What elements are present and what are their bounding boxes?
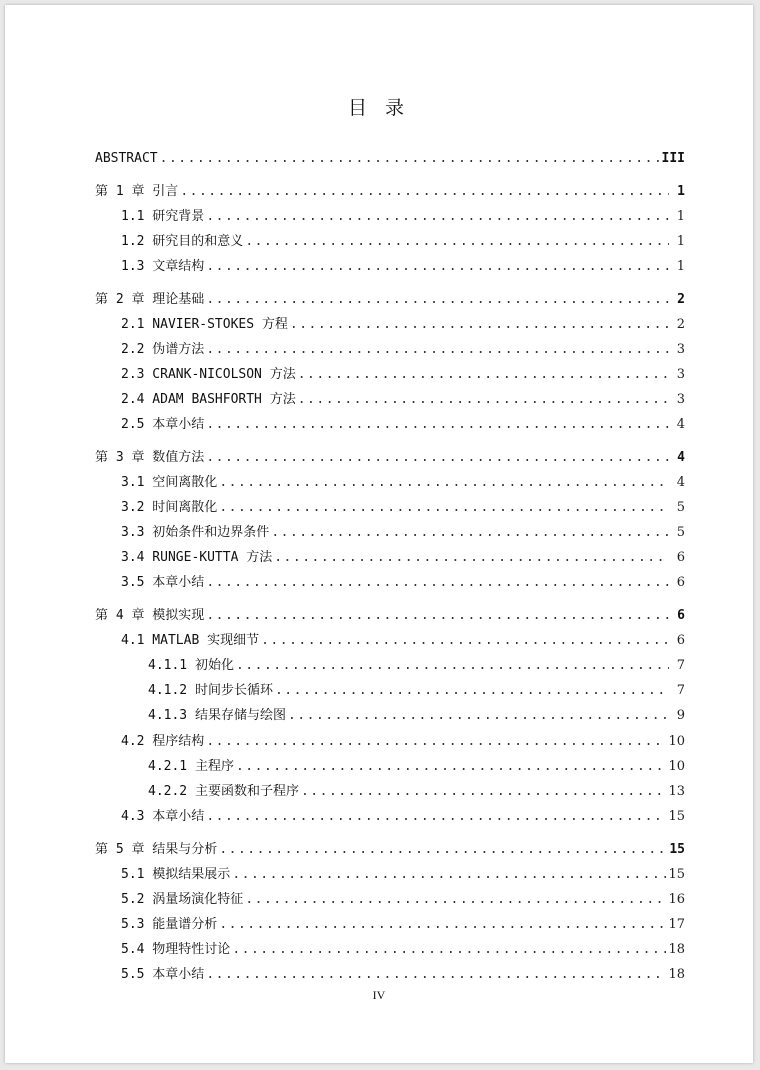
toc-page-number: 9 <box>676 708 685 723</box>
toc-entry-label: 5.1 模拟结果展示 <box>121 867 231 882</box>
dot-leader <box>180 183 669 201</box>
toc-entry-chapter-5[interactable] <box>95 841 685 859</box>
toc-page-number: III <box>661 151 685 166</box>
toc-entry-label: 4.3 本章小结 <box>121 809 205 824</box>
dot-leader <box>236 758 666 776</box>
dot-leader <box>206 291 669 309</box>
toc-entry-4-2-2[interactable] <box>148 783 685 801</box>
dot-leader <box>206 416 669 434</box>
dot-leader <box>275 682 669 700</box>
toc-entry-2-2[interactable] <box>121 341 685 359</box>
dot-leader <box>160 150 660 168</box>
dot-leader <box>271 524 669 542</box>
toc-entry-chapter-2[interactable] <box>95 291 685 309</box>
toc-entry-3-3[interactable] <box>121 524 685 542</box>
toc-page-number: 5 <box>676 500 685 515</box>
toc-entry-3-1[interactable] <box>121 474 685 492</box>
dot-leader <box>288 707 669 725</box>
document-page <box>5 5 753 1063</box>
toc-page-number: 15 <box>668 809 685 824</box>
toc-page-number: 16 <box>668 892 685 907</box>
toc-page-number: 3 <box>676 367 685 382</box>
toc-page-number: 2 <box>677 292 685 307</box>
toc-page-number: 3 <box>676 392 685 407</box>
toc-page-number: 6 <box>677 608 685 623</box>
toc-entry-5-5[interactable] <box>121 966 685 984</box>
dot-leader <box>290 316 669 334</box>
toc-entry-2-1[interactable] <box>121 316 685 334</box>
toc-entry-label: 4.1.2 时间步长循环 <box>148 683 273 698</box>
toc-entry-label: 2.2 伪谱方法 <box>121 342 205 357</box>
toc-page-number: 6 <box>676 633 685 648</box>
toc-entry-label: 第 2 章 理论基础 <box>95 292 205 307</box>
toc-entry-label: 3.3 初始条件和边界条件 <box>121 525 270 540</box>
toc-page-number: 15 <box>669 842 685 857</box>
toc-entry-label: 2.4 ADAM BASHFORTH 方法 <box>121 392 296 407</box>
toc-page-number: 1 <box>677 184 685 199</box>
dot-leader <box>274 549 669 567</box>
toc-entry-4-1-3[interactable] <box>148 707 685 725</box>
toc-entry-label: 第 3 章 数值方法 <box>95 450 205 465</box>
dot-leader <box>219 474 669 492</box>
toc-entry-label: 第 1 章 引言 <box>95 184 179 199</box>
toc-page-number: 6 <box>676 575 685 590</box>
toc-entry-label: 3.2 时间离散化 <box>121 500 218 515</box>
dot-leader <box>298 366 669 384</box>
toc-page-number: 7 <box>676 658 685 673</box>
toc-entry-label: 2.5 本章小结 <box>121 417 205 432</box>
toc-entry-abstract[interactable] <box>95 150 685 168</box>
toc-page-number: 17 <box>668 917 685 932</box>
toc-entry-1-3[interactable] <box>121 258 685 276</box>
toc-entry-label: 第 4 章 模拟实现 <box>95 608 205 623</box>
toc-page-number: 4 <box>677 450 685 465</box>
toc-page-number: 7 <box>676 683 685 698</box>
toc-entry-label: 3.1 空间离散化 <box>121 475 218 490</box>
toc-entry-label: 2.1 NAVIER-STOKES 方程 <box>121 317 288 332</box>
dot-leader <box>206 341 669 359</box>
toc-entry-chapter-4[interactable] <box>95 607 685 625</box>
dot-leader <box>301 783 666 801</box>
toc-page-number: 10 <box>668 759 685 774</box>
toc-page-number: 18 <box>668 942 685 957</box>
toc-entry-label: 4.2.1 主程序 <box>148 759 234 774</box>
toc-entry-label: 3.5 本章小结 <box>121 575 205 590</box>
dot-leader <box>206 449 669 467</box>
toc-page-number: 10 <box>668 734 685 749</box>
toc-entry-1-1[interactable] <box>121 208 685 226</box>
toc-entry-label: 1.3 文章结构 <box>121 259 205 274</box>
toc-entry-chapter-3[interactable] <box>95 449 685 467</box>
toc-entry-label: 4.2 程序结构 <box>121 734 205 749</box>
toc-page-number: 3 <box>676 342 685 357</box>
toc-page-number: 4 <box>676 417 685 432</box>
dot-leader <box>219 841 667 859</box>
toc-entry-5-2[interactable] <box>121 891 685 909</box>
toc-page-number: 15 <box>668 867 685 882</box>
toc-entry-1-2[interactable] <box>121 233 685 251</box>
toc-entry-label: 5.2 涡量场演化特征 <box>121 892 244 907</box>
toc-entry-4-1-2[interactable] <box>148 682 685 700</box>
toc-entry-3-2[interactable] <box>121 499 685 517</box>
toc-entry-2-4[interactable] <box>121 391 685 409</box>
toc-page-number: 1 <box>676 234 685 249</box>
toc-entry-label: 1.1 研究背景 <box>121 209 205 224</box>
toc-page-number: 13 <box>668 784 685 799</box>
toc-entry-4-3[interactable] <box>121 808 685 826</box>
toc-entry-label: 4.1.3 结果存储与绘图 <box>148 708 286 723</box>
toc-entry-label: 4.1 MATLAB 实现细节 <box>121 633 260 648</box>
toc-entry-label: 2.3 CRANK-NICOLSON 方法 <box>121 367 296 382</box>
toc-entry-5-1[interactable] <box>121 866 685 884</box>
dot-leader <box>232 941 666 959</box>
toc-entry-label: 4.2.2 主要函数和子程序 <box>148 784 299 799</box>
dot-leader <box>261 632 669 650</box>
toc-entry-4-1[interactable] <box>121 632 685 650</box>
toc-entry-4-1-1[interactable] <box>148 657 685 675</box>
dot-leader <box>298 391 669 409</box>
toc-page-number: 18 <box>668 967 685 982</box>
dot-leader <box>232 866 666 884</box>
toc-title: 目 录 <box>347 97 411 119</box>
toc-entry-2-5[interactable] <box>121 416 685 434</box>
toc-entry-label: 3.4 RUNGE-KUTTA 方法 <box>121 550 273 565</box>
toc-entry-5-4[interactable] <box>121 941 685 959</box>
toc-entry-label: 5.3 能量谱分析 <box>121 917 218 932</box>
dot-leader <box>236 657 669 675</box>
dot-leader <box>206 258 669 276</box>
dot-leader <box>219 499 669 517</box>
dot-leader <box>206 574 669 592</box>
dot-leader <box>219 916 666 934</box>
dot-leader <box>245 891 666 909</box>
toc-entry-3-5[interactable] <box>121 574 685 592</box>
toc-entry-chapter-1[interactable] <box>95 183 685 201</box>
toc-page-number: 1 <box>676 259 685 274</box>
toc-page-number: 2 <box>676 317 685 332</box>
toc-page-number: 6 <box>676 550 685 565</box>
toc-entry-label: ABSTRACT <box>95 151 158 166</box>
toc-entry-5-3[interactable] <box>121 916 685 934</box>
dot-leader <box>206 966 666 984</box>
toc-entry-label: 4.1.1 初始化 <box>148 658 234 673</box>
page-number-footer: IV <box>372 988 386 1002</box>
toc-entry-label: 1.2 研究目的和意义 <box>121 234 244 249</box>
toc-entry-label: 5.5 本章小结 <box>121 967 205 982</box>
toc-entry-label: 第 5 章 结果与分析 <box>95 842 218 857</box>
toc-entry-3-4[interactable] <box>121 549 685 567</box>
table-of-contents <box>5 5 753 1063</box>
dot-leader <box>206 808 666 826</box>
dot-leader <box>206 208 669 226</box>
toc-page-number: 5 <box>676 525 685 540</box>
toc-entry-4-2[interactable] <box>121 733 685 751</box>
toc-entry-2-3[interactable] <box>121 366 685 384</box>
toc-page-number: 4 <box>676 475 685 490</box>
toc-entry-4-2-1[interactable] <box>148 758 685 776</box>
dot-leader <box>206 607 669 625</box>
dot-leader <box>206 733 666 751</box>
toc-entry-label: 5.4 物理特性讨论 <box>121 942 231 957</box>
toc-page-number: 1 <box>676 209 685 224</box>
dot-leader <box>245 233 669 251</box>
